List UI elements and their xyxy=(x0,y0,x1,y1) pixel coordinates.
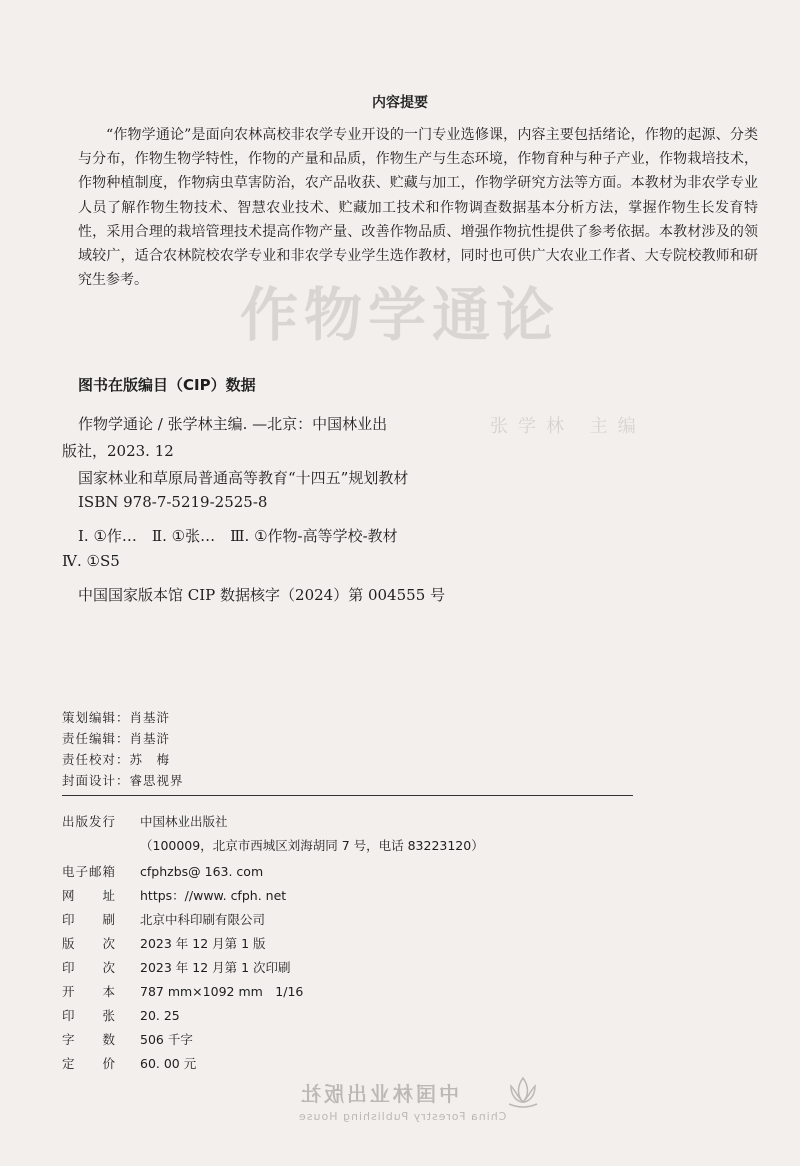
cip-heading: 图书在版编目（CIP）数据 xyxy=(78,376,256,394)
pub-label: 网 址 xyxy=(62,888,117,903)
staff-label: 责任校对： xyxy=(62,752,130,767)
staff-label: 策划编辑： xyxy=(62,710,130,725)
pub-row xyxy=(62,934,266,952)
pub-row xyxy=(62,1030,193,1048)
pub-label: 出版发行 xyxy=(62,814,117,829)
pub-value: （100009，北京市西城区刘海胡同 7 号，电话 83223120） xyxy=(140,838,484,853)
divider-line xyxy=(62,795,633,796)
staff-row xyxy=(62,750,170,768)
staff-value: 肖基浒 xyxy=(129,710,171,725)
pub-value: cfphzbs@ 163. com xyxy=(140,864,264,879)
pub-row xyxy=(62,886,286,904)
cip-line-3: 国家林业和草原局普通高等教育“十四五”规划教材 xyxy=(78,469,409,487)
pub-row xyxy=(62,958,291,976)
pub-row xyxy=(62,812,228,830)
cip-classification: Ⅰ. ①作… Ⅱ. ①张… Ⅲ. ①作物-高等学校-教材 xyxy=(78,527,398,545)
pub-label: 定 价 xyxy=(62,1056,117,1071)
abstract-text: “作物学通论”是面向农林高校非农学专业开设的一门专业选修课，内容主要包括绪论，作物的起源、分类与分布，作物生物学特性，作物的产量和品质，作物生产与生态环境，作物育种与种子产业，作物栽培技术，作物种植制度，作物病虫草害防治，农产品收获、贮藏与加工，作物学研究方法等方面。本教材为非农学专业人员了解作物生物技术、智慧农业技术、贮藏加工技术和作物调查数据基本分析方法，掌握作物生长发育特性，采用合理的栽培管理技术提高作物产量、改善作物品质、增强作物抗性提供了参考依据。本教材涉及的领域较广，适合农林院校农学专业和非农学专业学生选作教材，同时也可供广大农业工作者、大专院校教师和研究生参考。 xyxy=(78,127,758,289)
pub-value: 2023 年 12 月第 1 版 xyxy=(140,936,266,951)
abstract-title: 内容提要 xyxy=(372,95,428,111)
pub-value: 北京中科印刷有限公司 xyxy=(140,912,266,927)
cip-line-1: 作物学通论 / 张学林主编. —北京：中国林业出 xyxy=(78,415,388,433)
pub-value: 60. 00 元 xyxy=(140,1056,197,1071)
pub-row xyxy=(62,1054,196,1072)
pub-label: 字 数 xyxy=(62,1032,117,1047)
pub-label: 版 次 xyxy=(62,936,117,951)
pub-row xyxy=(62,982,303,1000)
staff-row xyxy=(62,708,170,726)
pub-row xyxy=(62,862,263,880)
cip-record-number: 中国国家版本馆 CIP 数据核字（2024）第 004555 号 xyxy=(78,586,446,604)
pub-value: 787 mm×1092 mm 1/16 xyxy=(140,984,304,999)
publisher-logo-cn: 中国林业出版社 xyxy=(298,1082,459,1106)
staff-row xyxy=(62,729,170,747)
watermark-book-title: 作物学通论 xyxy=(240,281,561,349)
staff-row xyxy=(62,771,184,789)
pub-label: 印 张 xyxy=(62,1008,117,1023)
staff-value: 肖基浒 xyxy=(129,731,171,746)
watermark-author: 张学林 主编 xyxy=(490,416,646,437)
publisher-logo-watermark xyxy=(298,1072,548,1132)
staff-label: 封面设计： xyxy=(62,773,130,788)
staff-value: 苏 梅 xyxy=(129,752,171,767)
pub-label: 开 本 xyxy=(62,984,117,999)
cip-line-2: 版社，2023. 12 xyxy=(62,442,174,460)
pub-value: https：//www. cfph. net xyxy=(140,888,287,903)
pub-label: 印 刷 xyxy=(62,912,117,927)
pub-value: 20. 25 xyxy=(140,1008,180,1023)
pub-label: 印 次 xyxy=(62,960,117,975)
pub-value: 中国林业出版社 xyxy=(140,814,228,829)
staff-value: 睿思视界 xyxy=(129,773,184,788)
pub-label: 电子邮箱 xyxy=(62,864,117,879)
cip-isbn: ISBN 978-7-5219-2525-8 xyxy=(78,493,268,511)
staff-label: 责任编辑： xyxy=(62,731,130,746)
cip-classification-cont: Ⅳ. ①S5 xyxy=(62,552,120,570)
pub-row xyxy=(62,836,484,854)
lotus-logo-icon xyxy=(503,1072,543,1112)
pub-row xyxy=(62,1006,180,1024)
publisher-logo-en: China Forestry Publishing House xyxy=(298,1110,507,1123)
pub-value: 2023 年 12 月第 1 次印刷 xyxy=(140,960,291,975)
pub-row xyxy=(62,910,265,928)
pub-value: 506 千字 xyxy=(140,1032,193,1047)
